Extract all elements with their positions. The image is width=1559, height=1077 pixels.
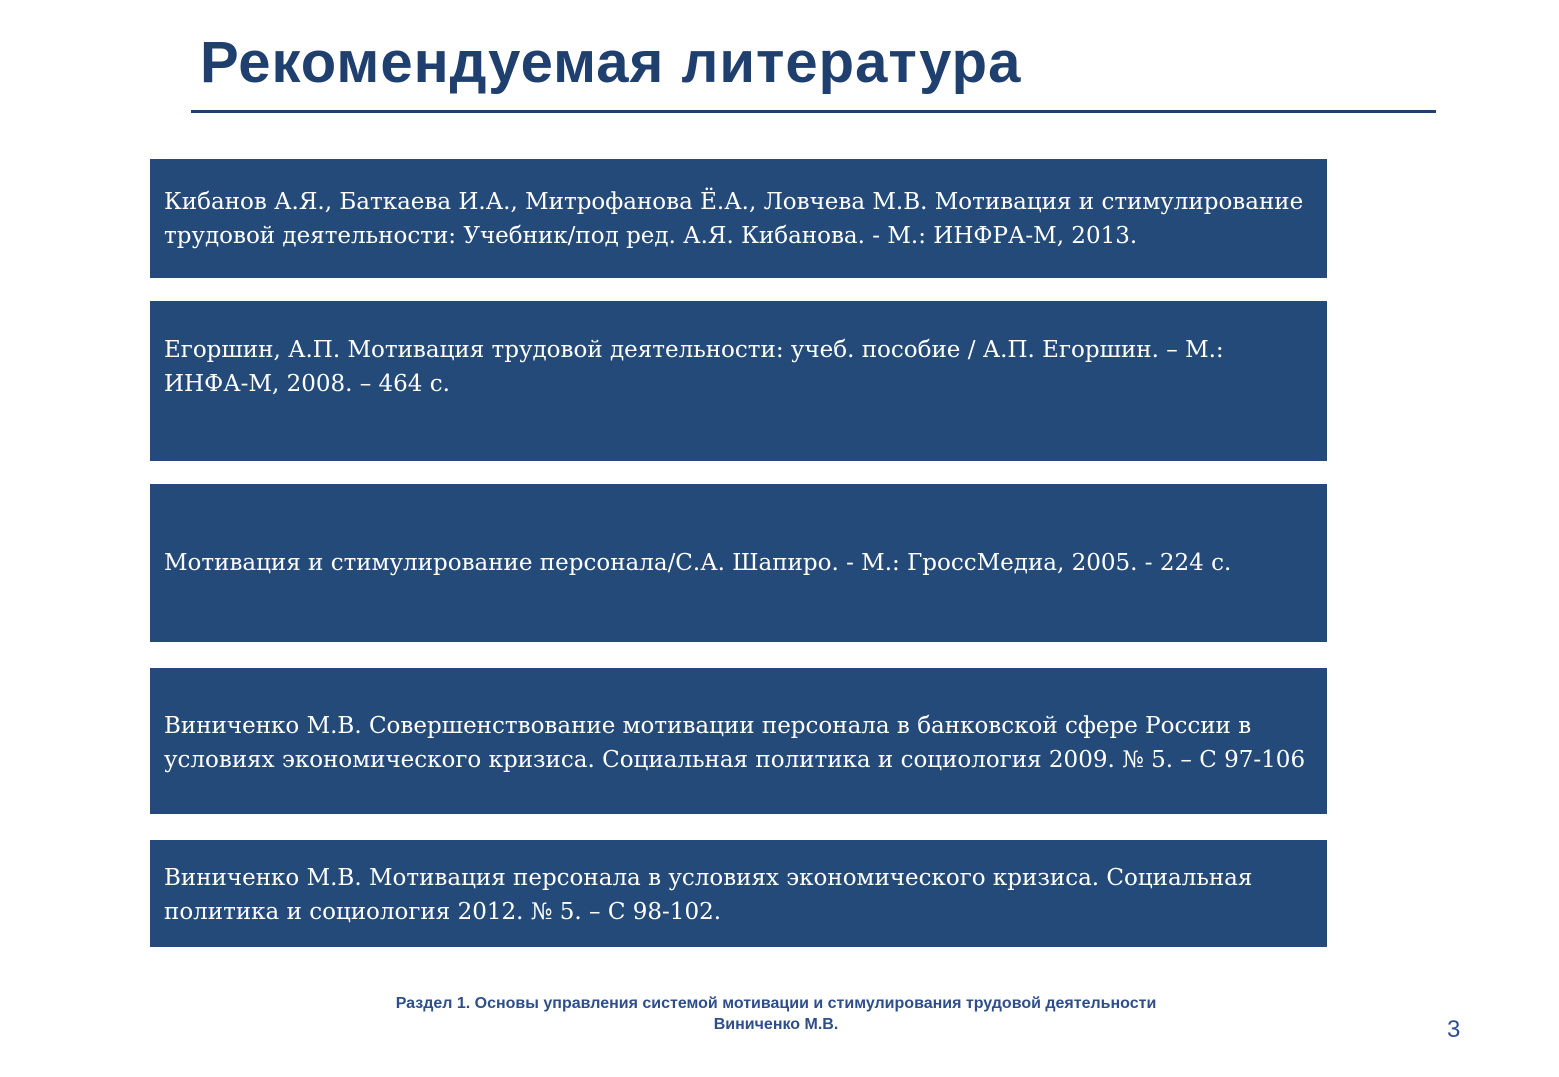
reference-item [150, 301, 1327, 461]
reference-item [150, 840, 1327, 947]
slide-footer [270, 993, 1282, 1035]
reference-text: Егоршин, А.П. Мотивация трудовой деятельности: учеб. пособие / А.П. Егоршин. – М.: ИНФА-М, 2008. – 464 с. [164, 337, 1224, 397]
footer-author: Виниченко М.В. [713, 1016, 839, 1033]
page-title: Рекомендуемая литература [200, 30, 1022, 95]
reference-item [150, 159, 1327, 278]
reference-text: Виниченко М.В. Мотивация персонала в условиях экономического кризиса. Социальная политика и социология 2012. № 5. – С 98-102. [164, 865, 1253, 925]
footer-section-title: Раздел 1. Основы управления системой мотивации и стимулирования трудовой деятельности [395, 995, 1157, 1012]
reference-text: Мотивация и стимулирование персонала/С.А. Шапиро. - М.: ГроссМедиа, 2005. - 224 с. [164, 550, 1232, 576]
reference-text: Кибанов А.Я., Баткаева И.А., Митрофанова Ё.А., Ловчева М.В. Мотивация и стимулирование трудовой деятельности: Учебник/под ред. А.Я. Кибанова. - М.: ИНФРА-М, 2013. [164, 189, 1304, 249]
reference-item [150, 484, 1327, 642]
reference-item [150, 668, 1327, 814]
page-number: 3 [1447, 1016, 1461, 1043]
reference-text: Виниченко М.В. Совершенствование мотивации персонала в банковской сфере России в условиях экономического кризиса. Социальная политика и социология 2009. № 5. – С 97-106 [164, 713, 1306, 773]
